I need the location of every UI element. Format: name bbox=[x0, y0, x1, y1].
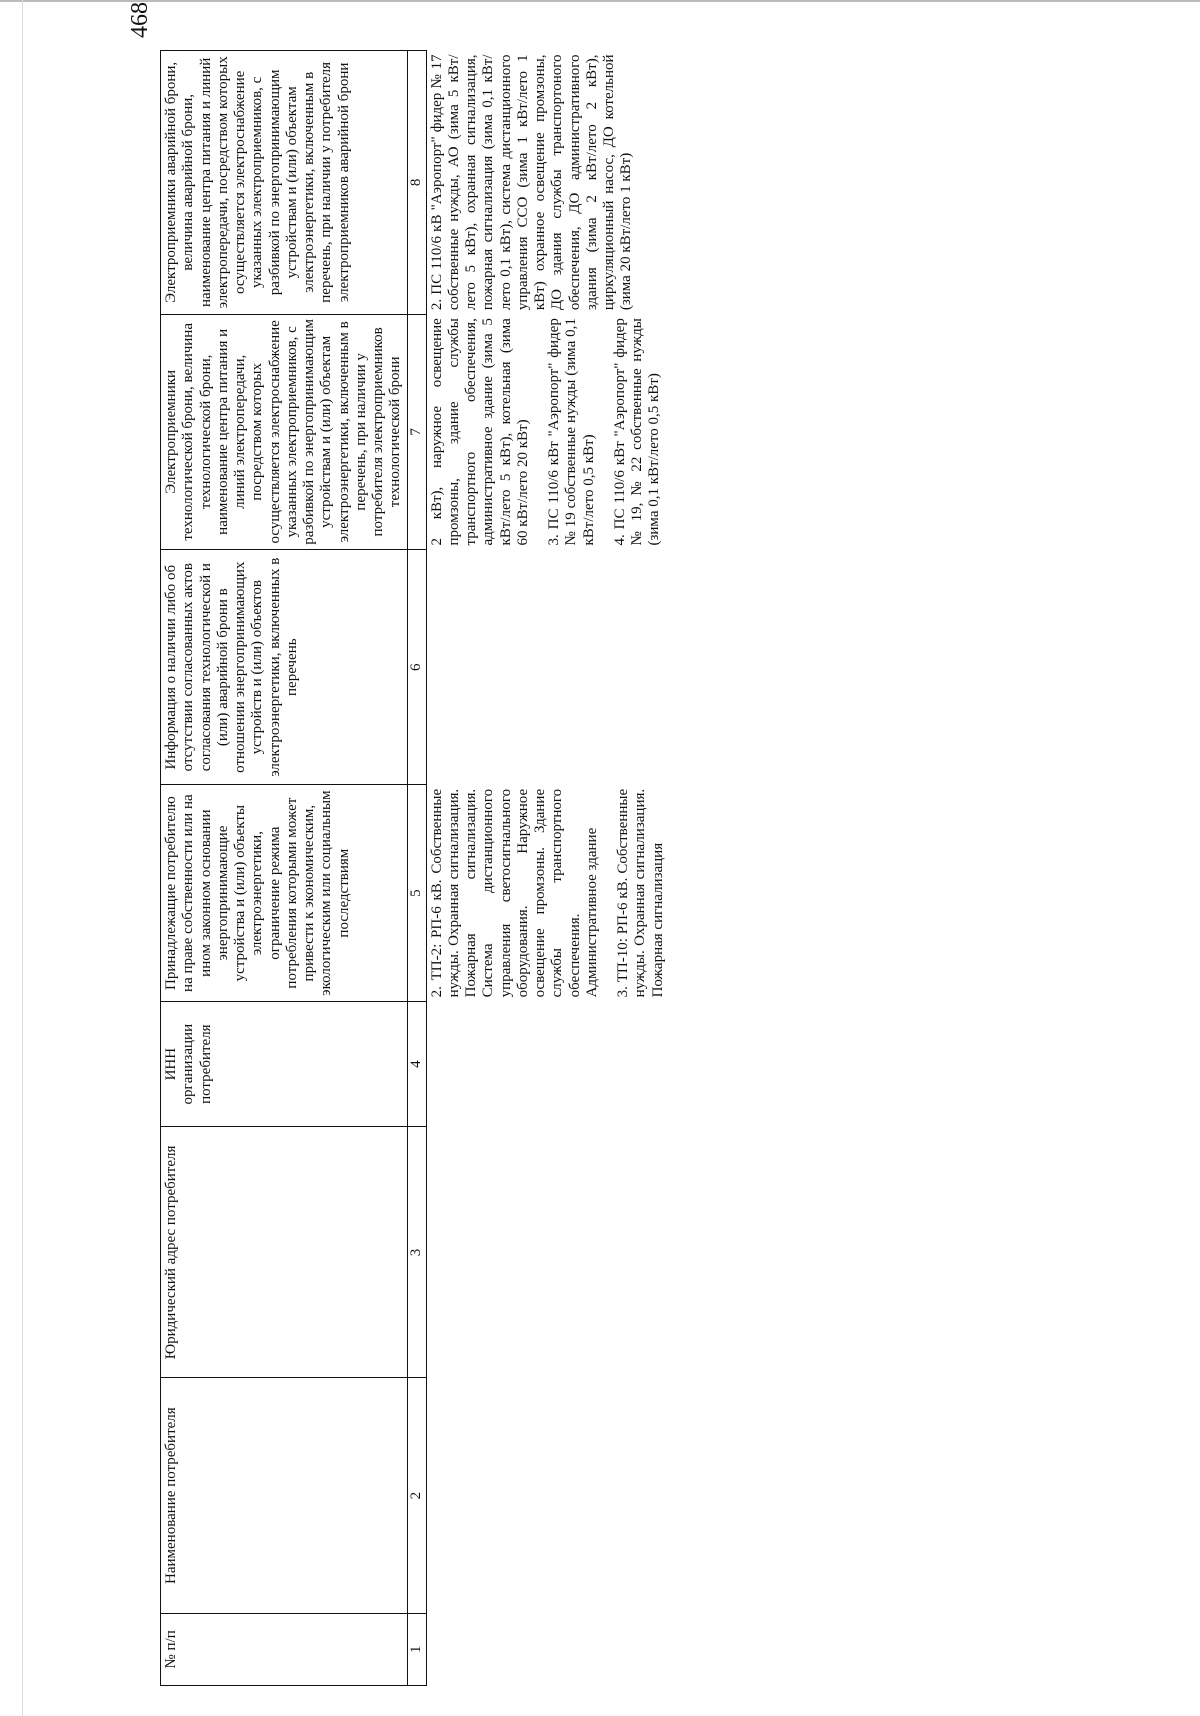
column-number: 7 bbox=[407, 314, 426, 549]
consumers-table bbox=[160, 50, 669, 1686]
technological-reserve-cell bbox=[426, 314, 669, 549]
header-consumer-name: Наименование потребителя bbox=[161, 1378, 408, 1613]
devices-item: 2. ТП-2: РП-6 кВ. Собственные нужды. Охранная сигнализация. Пожарная сигнализация. Система дистанционного управления светосигнального оборудования. Наружное освещение промзоны. Здание службы транспортного обеспечения. Административное здание bbox=[428, 788, 600, 998]
empty-cell bbox=[426, 1001, 669, 1127]
technological-reserve-item: 3. ПС 110/6 кВт "Аэропорт" фидер № 19 собственные нужды (зима 0,1 кВт/лето 0,5 кВт) bbox=[546, 318, 597, 546]
technological-reserve-item: 2 кВт), наружное освещение промзоны, здание службы транспортного обеспечения, административное здание (зима 5 кВт/лето 5 кВт), котельная (зима 60 кВт/лето 20 кВт) bbox=[428, 318, 531, 546]
scan-edge-top bbox=[0, 0, 1200, 2]
column-number: 6 bbox=[407, 550, 426, 785]
table-row bbox=[426, 51, 669, 1686]
empty-cell bbox=[426, 1613, 669, 1685]
header-number: № п/п bbox=[161, 1613, 408, 1685]
devices-cell bbox=[426, 785, 669, 1002]
emergency-reserve-item: 2. ПС 110/6 кВ "Аэропорт" фидер № 17 собственные нужды, АО (зима 5 кВт/лето 5 кВт), охранная сигнализация, пожарная сигнализация (зима 0,1 кВт/лето 0,1 кВт), система дистанционного управления ССО (зима 1 кВт/лето 1 кВт) охранное освещение промзоны, ДО здания службы транспортоного обеспечения, ДО административного здания (зима 2 кВт/лето 2 кВт), циркуляционный насос, ДО котельной (зима 20 кВт/лето 1 кВт) bbox=[428, 54, 635, 311]
column-number: 1 bbox=[407, 1613, 426, 1685]
header-emergency-reserve: Электроприемники аварийной брони, величина аварийной брони, наименование центра питания и линий электропередачи, посредством которых осуществляется электроснабжение указанных электроприемников, с разбивкой по энергопринимающим устройствам и (или) объектам электроэнергетики, включенным в перечень, при наличии у потребителя электроприемников аварийной брони bbox=[161, 51, 408, 315]
rotated-table-container bbox=[160, 50, 700, 1686]
page-number: 468 bbox=[127, 2, 153, 38]
column-number-row bbox=[407, 51, 426, 1686]
column-number: 4 bbox=[407, 1001, 426, 1127]
empty-cell bbox=[426, 550, 669, 785]
column-number: 5 bbox=[407, 785, 426, 1002]
header-inn: ИНН организации потребителя bbox=[161, 1001, 408, 1127]
empty-cell bbox=[426, 1127, 669, 1378]
header-acts-info: Информация о наличии либо об отсутствии согласованных актов согласования технологической и (или) аварийной брони в отношении энергопринимающих устройств и (или) объектов электроэнергетики, включенных в перечень bbox=[161, 550, 408, 785]
emergency-reserve-cell bbox=[426, 51, 669, 315]
header-technological-reserve: Электроприемники технологической брони, величина технологической брони, наименование центра питания и линий электропередачи, посредством которых осуществляется электроснабжение указанных электроприемников, с разбивкой по энергопринимающим устройствам и (или) объектам электроэнергетики, включенным в перечень, при наличии у потребителя электроприемников технологической брони bbox=[161, 314, 408, 549]
devices-item: 3. ТП-10: РП-6 кВ. Собственные нужды. Охранная сигнализация. Пожарная сигнализация bbox=[615, 788, 666, 998]
column-number: 3 bbox=[407, 1127, 426, 1378]
empty-cell bbox=[426, 1378, 669, 1613]
column-number: 8 bbox=[407, 51, 426, 315]
header-legal-address: Юридический адрес потребителя bbox=[161, 1127, 408, 1378]
table-header-row bbox=[161, 51, 408, 1686]
technological-reserve-item: 4. ПС 110/6 кВт "Аэропорт" фидер № 19, № 22 собственные нужды (зима 0,1 кВт/лето 0,5 кВт) bbox=[611, 318, 663, 546]
column-number: 2 bbox=[407, 1378, 426, 1613]
scan-edge-left bbox=[22, 0, 23, 1716]
header-devices: Принадлежащие потребителю на праве собственности или на ином законном основании энергопринимающие устройства и (или) объекты электроэнергетики, ограничение режима потребления которыми может привести к экономическим, экологическим или социальным последствиям bbox=[161, 785, 408, 1002]
